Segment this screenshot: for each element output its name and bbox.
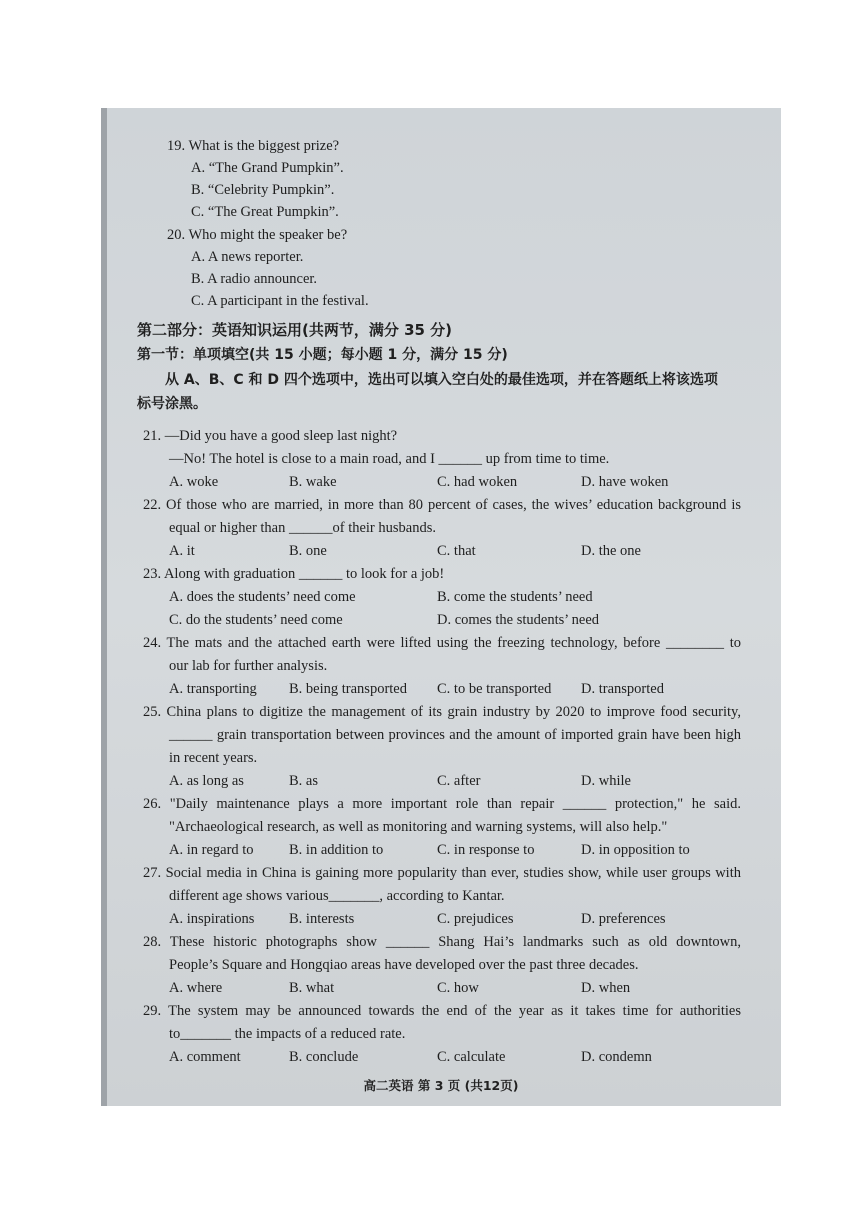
- question-26-option-c: C. in response to: [437, 842, 535, 858]
- question-27-line-1: 27. Social media in China is gaining more popularity than ever, studies show, while user groups with: [143, 865, 741, 881]
- part-two-title: 第二部分：英语知识运用(共两节，满分 35 分): [137, 321, 453, 339]
- question-26-line-1: 26. "Daily maintenance plays a more important role than repair ______ protection," he said.: [143, 796, 741, 812]
- question-29-option-a: A. comment: [169, 1049, 241, 1065]
- question-23-line-1: 23. Along with graduation ______ to look for a job!: [143, 566, 445, 582]
- question-26-option-d: D. in opposition to: [581, 842, 690, 858]
- question-22-line-2: equal or higher than ______of their husbands.: [169, 520, 436, 536]
- question-20-option-b: B. A radio announcer.: [191, 271, 318, 287]
- question-27-option-d: D. preferences: [581, 911, 666, 927]
- question-29-option-d: D. condemn: [581, 1049, 652, 1065]
- question-19-option-b: B. “Celebrity Pumpkin”.: [191, 182, 335, 198]
- instruction-line-2: 标号涂黑。: [137, 396, 207, 412]
- question-24-option-a: A. transporting: [169, 681, 257, 697]
- question-22-option-d: D. the one: [581, 543, 641, 559]
- question-24-option-c: C. to be transported: [437, 681, 552, 697]
- question-25-line-2: ______ grain transportation between provinces and the amount of imported grain have been high: [169, 727, 741, 743]
- question-21-option-b: B. wake: [289, 474, 337, 490]
- question-22-line-1: 22. Of those who are married, in more than 80 percent of cases, the wives’ education background is: [143, 497, 741, 513]
- question-19-stem: 19. What is the biggest prize?: [167, 138, 340, 154]
- section-one-title: 第一节：单项填空(共 15 小题；每小题 1 分，满分 15 分): [137, 347, 508, 363]
- question-24-option-b: B. being transported: [289, 681, 407, 697]
- question-25-line-3: in recent years.: [169, 750, 258, 766]
- question-23-option-d: D. comes the students’ need: [437, 612, 600, 628]
- question-29-line-1: 29. The system may be announced towards the end of the year as it takes time for authorities: [143, 1003, 741, 1019]
- question-22-option-b: B. one: [289, 543, 327, 559]
- question-29-option-c: C. calculate: [437, 1049, 506, 1065]
- question-20-option-c: C. A participant in the festival.: [191, 293, 369, 309]
- question-20-stem: 20. Who might the speaker be?: [167, 227, 348, 243]
- question-20-option-a: A. A news reporter.: [191, 249, 304, 265]
- question-24-line-1: 24. The mats and the attached earth were lifted using the freezing technology, before ________ to: [143, 635, 741, 651]
- question-26-line-2: "Archaeological research, as well as monitoring and warning systems, will also help.": [169, 819, 668, 835]
- question-19-option-a: A. “The Grand Pumpkin”.: [191, 160, 344, 176]
- question-28-option-b: B. what: [289, 980, 335, 996]
- instruction-line-1: 从 A、B、C 和 D 四个选项中，选出可以填入空白处的最佳选项，并在答题纸上将该选项: [165, 372, 718, 388]
- question-21-line-2: —No! The hotel is close to a main road, and I ______ up from time to time.: [169, 451, 610, 467]
- question-23-option-b: B. come the students’ need: [437, 589, 593, 605]
- question-19-option-c: C. “The Great Pumpkin”.: [191, 204, 339, 220]
- question-23-option-a: A. does the students’ need come: [169, 589, 356, 605]
- question-28-option-a: A. where: [169, 980, 223, 996]
- question-28-line-1: 28. These historic photographs show ______ Shang Hai’s landmarks such as old downtown,: [143, 934, 741, 950]
- question-28-option-c: C. how: [437, 980, 479, 996]
- question-21-option-d: D. have woken: [581, 474, 669, 490]
- question-24-line-2: our lab for further analysis.: [169, 658, 328, 674]
- question-27-line-2: different age shows various_______, according to Kantar.: [169, 888, 505, 904]
- question-25-option-c: C. after: [437, 773, 481, 789]
- question-28-option-d: D. when: [581, 980, 631, 996]
- question-22-option-a: A. it: [169, 543, 195, 559]
- exam-page: [101, 108, 781, 1106]
- question-22-option-c: C. that: [437, 543, 476, 559]
- question-25-option-d: D. while: [581, 773, 631, 789]
- question-21-line-1: 21. —Did you have a good sleep last night?: [143, 428, 398, 444]
- question-21-option-c: C. had woken: [437, 474, 518, 490]
- question-26-option-a: A. in regard to: [169, 842, 254, 858]
- question-24-option-d: D. transported: [581, 681, 664, 697]
- question-26-option-b: B. in addition to: [289, 842, 384, 858]
- question-28-line-2: People’s Square and Hongqiao areas have developed over the past three decades.: [169, 957, 639, 973]
- question-25-line-1: 25. China plans to digitize the management of its grain industry by 2020 to improve food security,: [143, 704, 741, 720]
- question-29-line-2: to_______ the impacts of a reduced rate.: [169, 1026, 406, 1042]
- question-25-option-b: B. as: [289, 773, 318, 789]
- question-25-option-a: A. as long as: [169, 773, 244, 789]
- question-23-option-c: C. do the students’ need come: [169, 612, 343, 628]
- question-27-option-c: C. prejudices: [437, 911, 514, 927]
- question-27-option-b: B. interests: [289, 911, 355, 927]
- question-29-option-b: B. conclude: [289, 1049, 359, 1065]
- question-21-option-a: A. woke: [169, 474, 219, 490]
- page-footer: 高二英语 第 3 页 (共12页): [363, 1078, 519, 1093]
- question-27-option-a: A. inspirations: [169, 911, 255, 927]
